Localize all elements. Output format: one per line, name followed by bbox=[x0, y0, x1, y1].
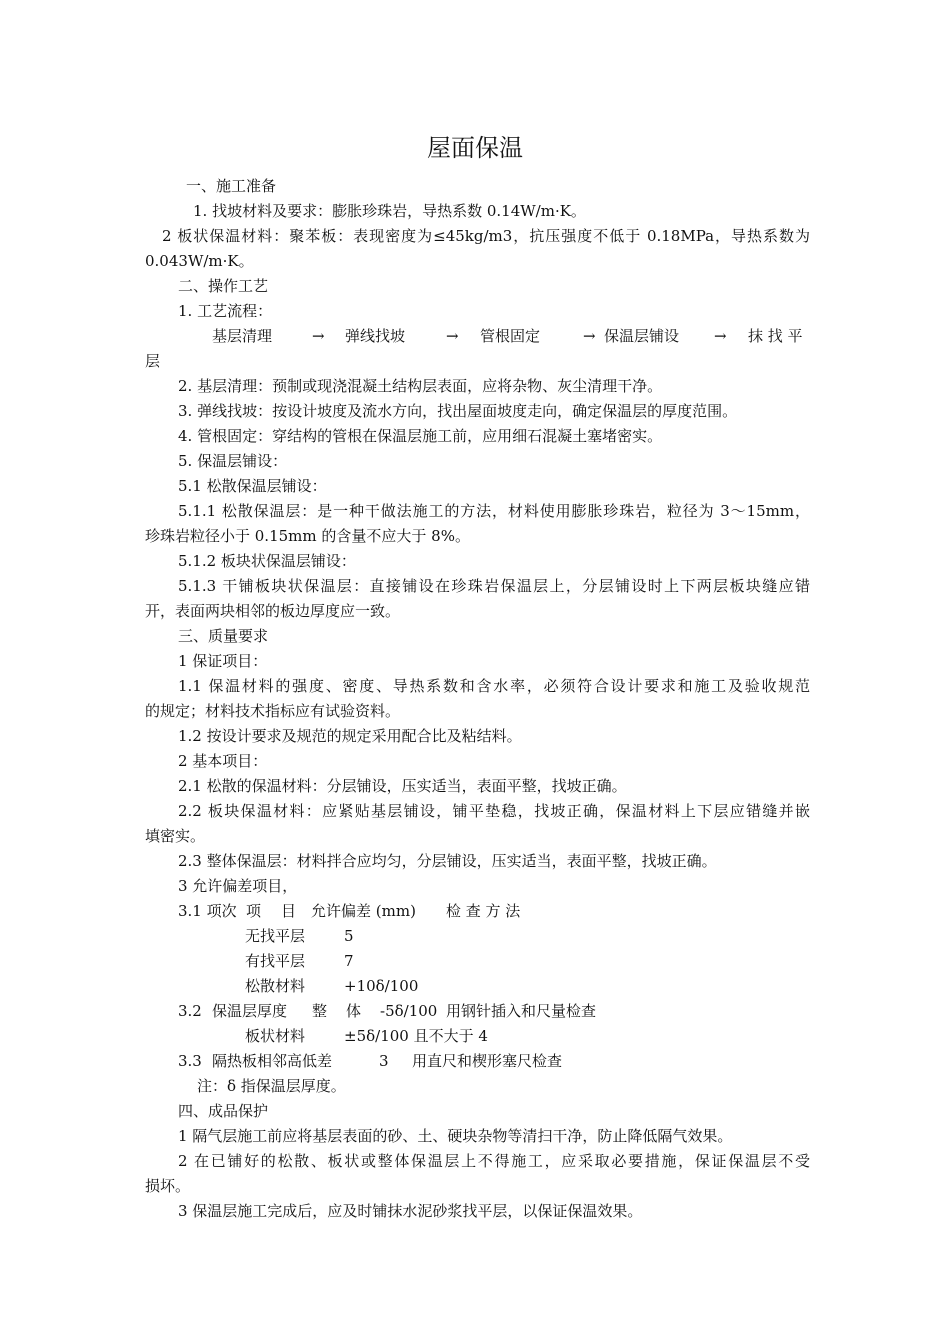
table-header-item-a: 项 bbox=[246, 902, 262, 920]
paragraph-2-3: 3. 弹线找坡：按设计坡度及流水方向，找出屋面坡度走向，确定保温层的厚度范围。 bbox=[178, 402, 738, 420]
paragraph-2-5-1-3-line2: 开，表面两块相邻的板边厚度应一致。 bbox=[145, 602, 401, 620]
table-header-tolerance: 允许偏差 (mm) bbox=[311, 902, 416, 920]
paragraph-4-1: 1 隔气层施工前应将基层表面的砂、土、硬块杂物等清扫干净，防止降低隔气效果。 bbox=[178, 1127, 733, 1145]
paragraph-2-1: 1. 工艺流程： bbox=[178, 302, 273, 320]
table-header-method: 检 查 方 法 bbox=[446, 902, 521, 920]
flow-arrow-3: → bbox=[583, 327, 596, 345]
section-4-heading: 四、成品保护 bbox=[178, 1102, 269, 1120]
table-note: 注：δ 指保温层厚度。 bbox=[197, 1077, 346, 1095]
process-flow-tail: 层 bbox=[145, 352, 161, 370]
paragraph-3-1-1-line2: 的规定；材料技术指标应有试验资料。 bbox=[145, 702, 401, 720]
paragraph-4-3: 3 保温层施工完成后，应及时铺抹水泥砂浆找平层，以保证保温效果。 bbox=[178, 1202, 643, 1220]
paragraph-2-5-1-2: 5.1.2 板块状保温层铺设： bbox=[178, 552, 356, 570]
paragraph-2-5-1-1-line1: 5.1.1 松散保温层：是一种干做法施工的方法，材料使用膨胀珍珠岩，粒径为 3～15mm， bbox=[178, 502, 810, 520]
table-header-item-no: 3.1 项次 bbox=[178, 902, 237, 920]
document-title: 屋面保温 bbox=[427, 134, 523, 162]
paragraph-4-2-line2: 损坏。 bbox=[145, 1177, 191, 1195]
document-page: 屋面保温 一、施工准备 1. 找坡材料及要求：膨胀珍珠岩，导热系数 0.14W/m·K。 2 板状保温材料：聚苯板：表现密度为≤45kg/m3，抗压强度不低于 0.18MPa，导热系数为 0.043W/m·K。 二、操作工艺 1. 工艺流程： 基层清理 → 弹线找坡 → 管根固定 → 保温层铺设 → 抹 找 平 层 2. 基层清理：预制或现浇混凝土结构层表面，应将杂物、灰尘清理干净。 3. 弹线找坡：按设计坡度及流水方向，找出屋面坡度走向，确定保温层的厚度范围。 4. 管根固定：穿结构的管根在保温层施工前，应用细石混凝土塞堵密实。 5. 保温层铺设： 5.1 松散保温层铺设： 5.1.1 松散保温层：是一种干做法施工的方法，材料使用膨胀珍珠岩，粒径为 3～15mm， 珍珠岩粒径小于 0.15mm 的含量不应大于 8%。 5.1.2 板块状保温层铺设： 5.1.3 干铺板块状保温层：直接铺设在珍珠岩保温层上，分层铺设时上下两层板块缝应错 开，表面两块相邻的板边厚度应一致。 三、质量要求 1 保证项目： 1.1 保温材料的强度、密度、导热系数和含水率，必须符合设计要求和施工及验收规范 的规定；材料技术指标应有试验资料。 1.2 按设计要求及规范的规定采用配合比及粘结料。 2 基本项目： 2.1 松散的保温材料：分层铺设，压实适当，表面平整，找坡正确。 2.2 板块保温材料：应紧贴基层铺设，铺平垫稳，找坡正确，保温材料上下层应错缝并嵌 填密实。 2.3 整体保温层：材料拌合应均匀，分层铺设，压实适当，表面平整，找坡正确。 3 允许偏差项目， 3.1 项次 项 目 允许偏差 (mm) 检 查 方 法 无找平层 5 有找平层 7 松散材料 +10δ/100 3.2 保温层厚度 整 体 -5δ/100 用钢针插入和尺量检查 板状材料 ±5δ/100 且不大于 4 3.3 隔热板相邻高低差 3 用直尺和楔形塞尺检查 注：δ 指保温层厚度。 四、成品保护 1 隔气层施工前应将基层表面的砂、土、硬块杂物等清扫干净，防止降低隔气效果。 2 在已铺好的松散、板状或整体保温层上不得施工，应采取必要措施，保证保温层不受 损坏。 3 保温层施工完成后，应及时铺抹水泥砂浆找平层，以保证保温效果。 bbox=[0, 0, 950, 1344]
table-header-item-b: 目 bbox=[281, 902, 297, 920]
paragraph-3-2-1: 2.1 松散的保温材料：分层铺设，压实适当，表面平整，找坡正确。 bbox=[178, 777, 627, 795]
flow-step-2: 弹线找坡 bbox=[345, 327, 406, 345]
paragraph-4-2-line1: 2 在已铺好的松散、板状或整体保温层上不得施工，应采取必要措施，保证保温层不受 bbox=[178, 1152, 810, 1170]
flow-arrow-2: → bbox=[446, 327, 459, 345]
paragraph-2-5: 5. 保温层铺设： bbox=[178, 452, 288, 470]
flow-arrow-4: → bbox=[714, 327, 727, 345]
flow-step-5: 抹 找 平 bbox=[748, 327, 803, 345]
paragraph-3-2-3: 2.3 整体保温层：材料拌合应均匀，分层铺设，压实适当，表面平整，找坡正确。 bbox=[178, 852, 717, 870]
flow-step-1: 基层清理 bbox=[212, 327, 273, 345]
paragraph-3-1: 1 保证项目： bbox=[178, 652, 268, 670]
paragraph-3-2-2-line1: 2.2 板块保温材料：应紧贴基层铺设，铺平垫稳，找坡正确，保温材料上下层应错缝并嵌 bbox=[178, 802, 810, 820]
flow-arrow-1: → bbox=[312, 327, 325, 345]
section-1-heading: 一、施工准备 bbox=[186, 177, 277, 195]
paragraph-2-5-1: 5.1 松散保温层铺设： bbox=[178, 477, 327, 495]
paragraph-3-2-2-line2: 填密实。 bbox=[145, 827, 206, 845]
paragraph-1-2-line1: 2 板状保温材料：聚苯板：表现密度为≤45kg/m3，抗压强度不低于 0.18MPa，导热系数为 bbox=[162, 227, 810, 245]
paragraph-2-2: 2. 基层清理：预制或现浇混凝土结构层表面，应将杂物、灰尘清理干净。 bbox=[178, 377, 663, 395]
section-3-heading: 三、质量要求 bbox=[178, 627, 269, 645]
paragraph-3-2: 2 基本项目： bbox=[178, 752, 268, 770]
paragraph-3-1-1-line1: 1.1 保温材料的强度、密度、导热系数和含水率，必须符合设计要求和施工及验收规范 bbox=[178, 677, 810, 695]
paragraph-3-1-2: 1.2 按设计要求及规范的规定采用配合比及粘结料。 bbox=[178, 727, 522, 745]
paragraph-2-5-1-3-line1: 5.1.3 干铺板块状保温层：直接铺设在珍珠岩保温层上，分层铺设时上下两层板块缝应错 bbox=[178, 577, 810, 595]
paragraph-2-4: 4. 管根固定：穿结构的管根在保温层施工前，应用细石混凝土塞堵密实。 bbox=[178, 427, 663, 445]
paragraph-3-3: 3 允许偏差项目， bbox=[178, 877, 298, 895]
section-2-heading: 二、操作工艺 bbox=[178, 277, 269, 295]
paragraph-1-1: 1. 找坡材料及要求：膨胀珍珠岩，导热系数 0.14W/m·K。 bbox=[193, 202, 586, 220]
paragraph-2-5-1-1-line2: 珍珠岩粒径小于 0.15mm 的含量不应大于 8%。 bbox=[145, 527, 470, 545]
flow-step-3: 管根固定 bbox=[480, 327, 541, 345]
flow-step-4: 保温层铺设 bbox=[604, 327, 680, 345]
paragraph-1-2-line2: 0.043W/m·K。 bbox=[145, 252, 254, 270]
